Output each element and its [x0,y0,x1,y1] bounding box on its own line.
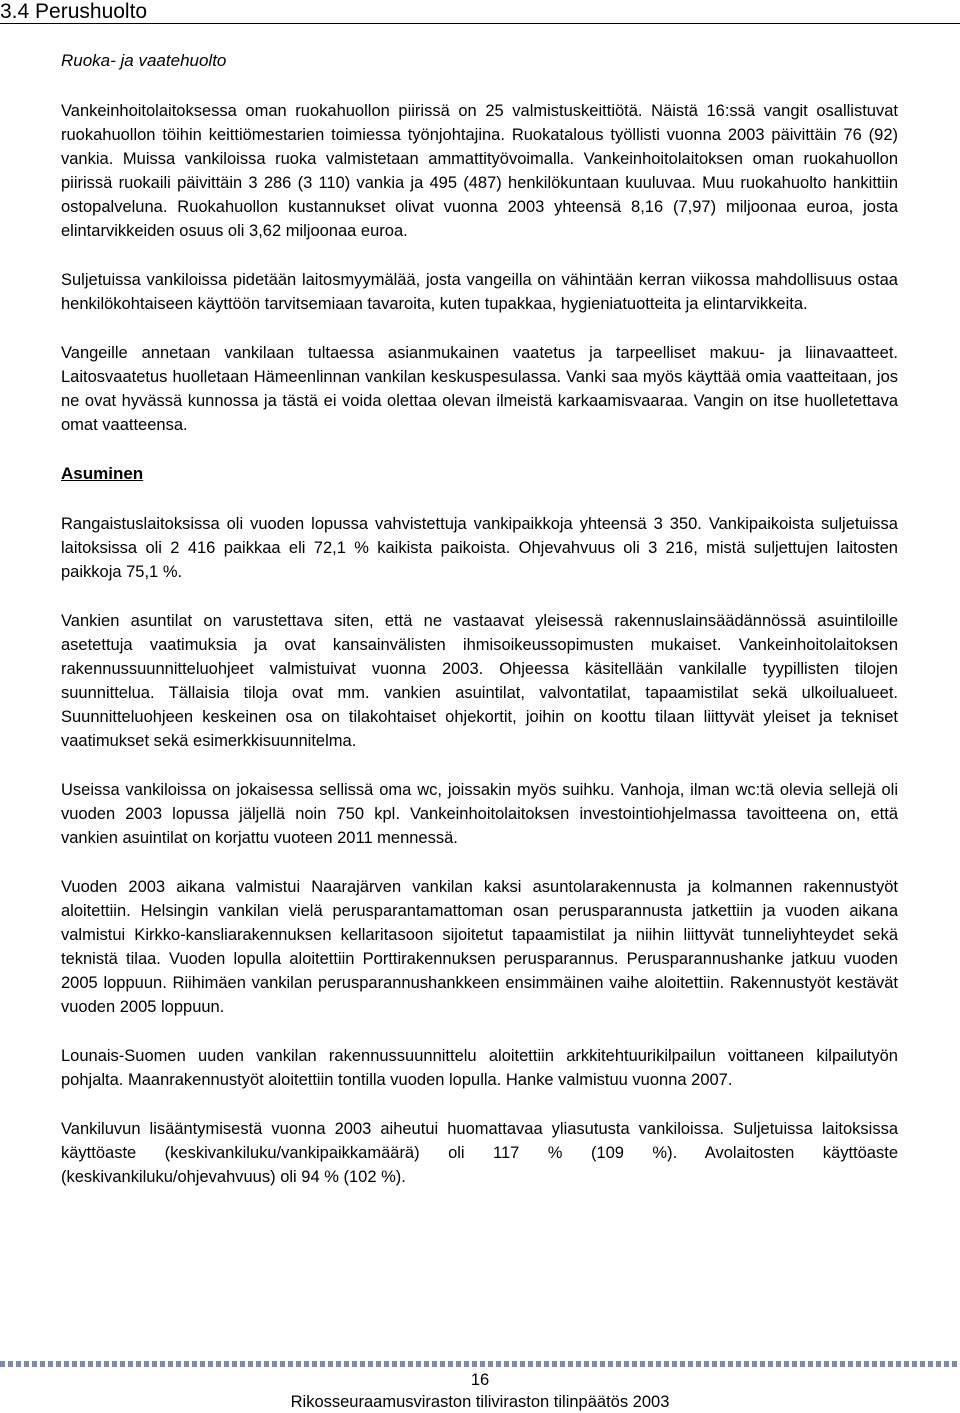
paragraph-new-prison: Lounais-Suomen uuden vankilan rakennussuunnittelu aloitettiin arkkitehtuurikilpailun voittaneen kilpailutyön pohjalta. Maanrakennustyöt aloitettiin tontilla vuoden lopulla. Hanke valmistuu vuonna 2007. [61,1047,898,1089]
subheading-food-clothing: Ruoka- ja vaatehuolto [61,51,227,70]
paragraph-construction-2003: Vuoden 2003 aikana valmistui Naarajärven vankilan kaksi asuntolarakennusta ja kolmannen rakennustyöt aloitettiin. Helsingin vankilan vielä perusparantamattoman osan perusparannusta jatkettiin ja vuoden aikana valmistui Kirkko-kansliarakennuksen kellaritasoon sijoitetut tapaamistilat ja niihin liittyvät tunneliyhteydet sekä teknistä tilaa. Vuoden lopulla aloitettiin Porttirakennuksen perusparannus. Perusparannushanke jatkuu vuoden 2005 loppuun. Riihimäen vankilan perusparannushankkeen ensimmäinen vaihe aloitettiin. Rakennustyöt kestävät vuoden 2005 loppuun. [61,878,898,1016]
paragraph-clothing: Vangeille annetaan vankilaan tultaessa asianmukainen vaatetus ja tarpeelliset makuu- ja liinavaatteet. Laitosvaatetus huolletaan Hämeenlinnan vankilan keskuspesulassa. Vanki saa myös käyttää omia vaatteitaan, jos ne ovat hyvässä kunnossa ja tästä ei voida olettaa olevan ilmeistä karkaamisvaaraa. Vangin on itse huolletettava omat vaatteensa. [61,344,898,434]
paragraph-housing-requirements: Vankien asuntilat on varustettava siten, että ne vastaavat yleisessä rakennuslainsäädännössä asuintiloille asetettuja vaatimuksia ja ovat kansainvälisten ihmisoikeussopimusten mukaiset. Vankeinhoitolaitoksen rakennussuunnitteluohjeet valmistuivat vuonna 2003. Ohjeessa käsitellään vankilalle tyypillisten tilojen suunnittelua. Tällaisia tiloja ovat mm. vankien asuintilat, valvontatilat, tapaamistilat sekä ulkoilualueet. Suunnitteluohjeen keskeinen osa on tilakohtaiset ohjekortit, joihin on koottu tilaan liittyvät yleiset ja tekniset vaatimukset sekä esimerkkisuunnitelma. [61,612,898,750]
heading-underline-rule [0,23,960,24]
paragraph-prison-places: Rangaistuslaitoksissa oli vuoden lopussa vahvistettuja vankipaikkoja yhteensä 3 350. Vankipaikoista suljetuissa laitoksissa oli 2 416 paikkaa eli 72,1 % kaikista paikoista. Ohjevahvuus oli 3 216, mistä suljettujen laitosten paikkoja 75,1 %. [61,515,898,581]
page-number: 16 [470,1371,490,1389]
page-body [61,49,898,1189]
paragraph-prison-shop: Suljetuissa vankiloissa pidetään laitosmyymälää, josta vangeilla on vähintään kerran viikossa mahdollisuus ostaa henkilökohtaiseen käyttöön tarvitsemiaan tavaroita, kuten tupakkaa, hygieniatuotteita ja elintarvikkeita. [61,271,898,313]
paragraph-cell-toilets: Useissa vankiloissa on jokaisessa sellissä oma wc, joissakin myös suihku. Vanhoja, ilman wc:tä olevia sellejä oli vuoden 2003 lopussa jäljellä noin 750 kpl. Vankeinhoitolaitoksen investointiohjelmassa tavoitteena on, että vankien asuintilat on korjattu vuoteen 2011 mennessä. [61,781,898,847]
section-title: 3.4 Perushuolto [0,0,148,23]
footer-document-title: Rikosseuraamusviraston tiliviraston tilinpäätös 2003 [290,1393,670,1411]
footer-dotted-rule [0,1361,960,1367]
paragraph-food-service: Vankeinhoitolaitoksessa oman ruokahuollon piirissä on 25 valmistuskeittiötä. Näistä 16:ssä vangit osallistuvat ruokahuollon töihin keittiömestarien toimiessa työnjohtajina. Ruokatalous työllisti vuonna 2003 päivittäin 76 (92) vankia. Muissa vankiloissa ruoka valmistetaan ammattityövoimalla. Vankeinhoitolaitoksen oman ruokahuollon piirissä ruokaili päivittäin 3 286 (3 110) vankia ja 495 (487) henkilökuntaan kuuluvaa. Muu ruokahuolto hankittiin ostopalveluna. Ruokahuollon kustannukset olivat vuonna 2003 yhteensä 8,16 (7,97) miljoonaa euroa, josta elintarvikkeiden osuus oli 3,62 miljoonaa euroa. [61,102,898,240]
subheading-housing: Asuminen [61,464,144,483]
paragraph-occupancy: Vankiluvun lisääntymisestä vuonna 2003 aiheutui huomattavaa yliasutusta vankiloissa. Suljetuissa laitoksissa käyttöaste (keskivankiluku/vankipaikkamäärä) oli 117 % (109 %). Avolaitosten käyttöaste (keskivankiluku/ohjevahvuus) oli 94 % (102 %). [61,1120,898,1186]
